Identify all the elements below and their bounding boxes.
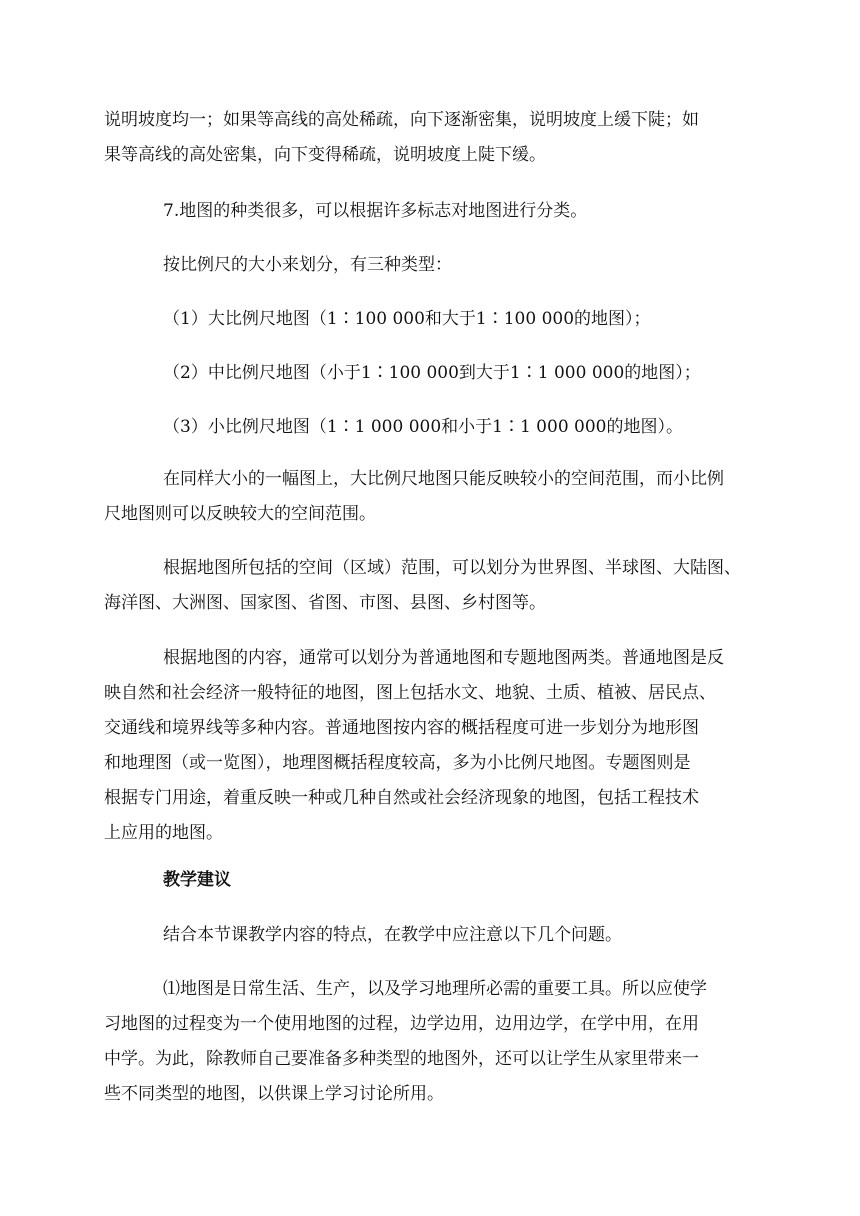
paragraph-content-line-6: 上应用的地图。 (104, 823, 223, 843)
section-heading-teaching-suggestions: 教学建议 (163, 870, 231, 890)
paragraph-suggestion-1-line-2: 习地图的过程变为一个使用地图的过程，边学边用，边用边学，在学中用，在用 (104, 1014, 699, 1034)
paragraph-suggestion-1-line-3: 中学。为此，除教师自己要准备多种类型的地图外，还可以让学生从家里带来一 (104, 1049, 699, 1069)
list-item-small-scale: （3）小比例尺地图（1∶1 000 000和小于1∶1 000 000的地图）。 (163, 417, 683, 437)
paragraph-content-line-5: 根据专门用途，着重反映一种或几种自然或社会经济现象的地图，包括工程技术 (104, 788, 699, 808)
paragraph-content-line-3: 交通线和境界线等多种内容。普通地图按内容的概括程度可进一步划分为地形图 (104, 718, 699, 738)
paragraph-scale-intro: 按比例尺的大小来划分，有三种类型： (163, 255, 452, 275)
paragraph-slope-line-1: 说明坡度均一；如果等高线的高处稀疏，向下逐渐密集，说明坡度上缓下陡；如 (104, 110, 699, 130)
paragraph-teaching-intro: 结合本节课教学内容的特点，在教学中应注意以下几个问题。 (163, 925, 622, 945)
paragraph-content-line-2: 映自然和社会经济一般特征的地图，图上包括水文、地貌、土质、植被、居民点、 (104, 683, 716, 703)
paragraph-suggestion-1-line-4: 些不同类型的地图，以供课上学习讨论所用。 (104, 1084, 444, 1104)
paragraph-map-types-heading: 7.地图的种类很多，可以根据许多标志对地图进行分类。 (163, 201, 588, 221)
list-item-large-scale: （1）大比例尺地图（1∶100 000和大于1∶100 000的地图）； (163, 309, 651, 329)
paragraph-slope-line-2: 果等高线的高处密集，向下变得稀疏，说明坡度上陡下缓。 (104, 145, 546, 165)
list-item-medium-scale: （2）中比例尺地图（小于1∶100 000到大于1∶1 000 000的地图）； (163, 363, 701, 383)
paragraph-region-line-2: 海洋图、大洲图、国家图、省图、市图、县图、乡村图等。 (104, 593, 546, 613)
paragraph-content-line-4: 和地理图（或一览图），地理图概括程度较高，多为小比例尺地图。专题图则是 (104, 753, 691, 773)
paragraph-scale-range-line-1: 在同样大小的一幅图上，大比例尺地图只能反映较小的空间范围，而小比例 (163, 469, 724, 489)
paragraph-region-line-1: 根据地图所包括的空间（区域）范围，可以划分为世界图、半球图、大陆图、 (163, 558, 741, 578)
paragraph-suggestion-1-line-1: ⑴地图是日常生活、生产，以及学习地理所必需的重要工具。所以应使学 (163, 979, 707, 999)
paragraph-scale-range-line-2: 尺地图则可以反映较大的空间范围。 (104, 504, 376, 524)
paragraph-content-line-1: 根据地图的内容，通常可以划分为普通地图和专题地图两类。普通地图是反 (163, 648, 724, 668)
